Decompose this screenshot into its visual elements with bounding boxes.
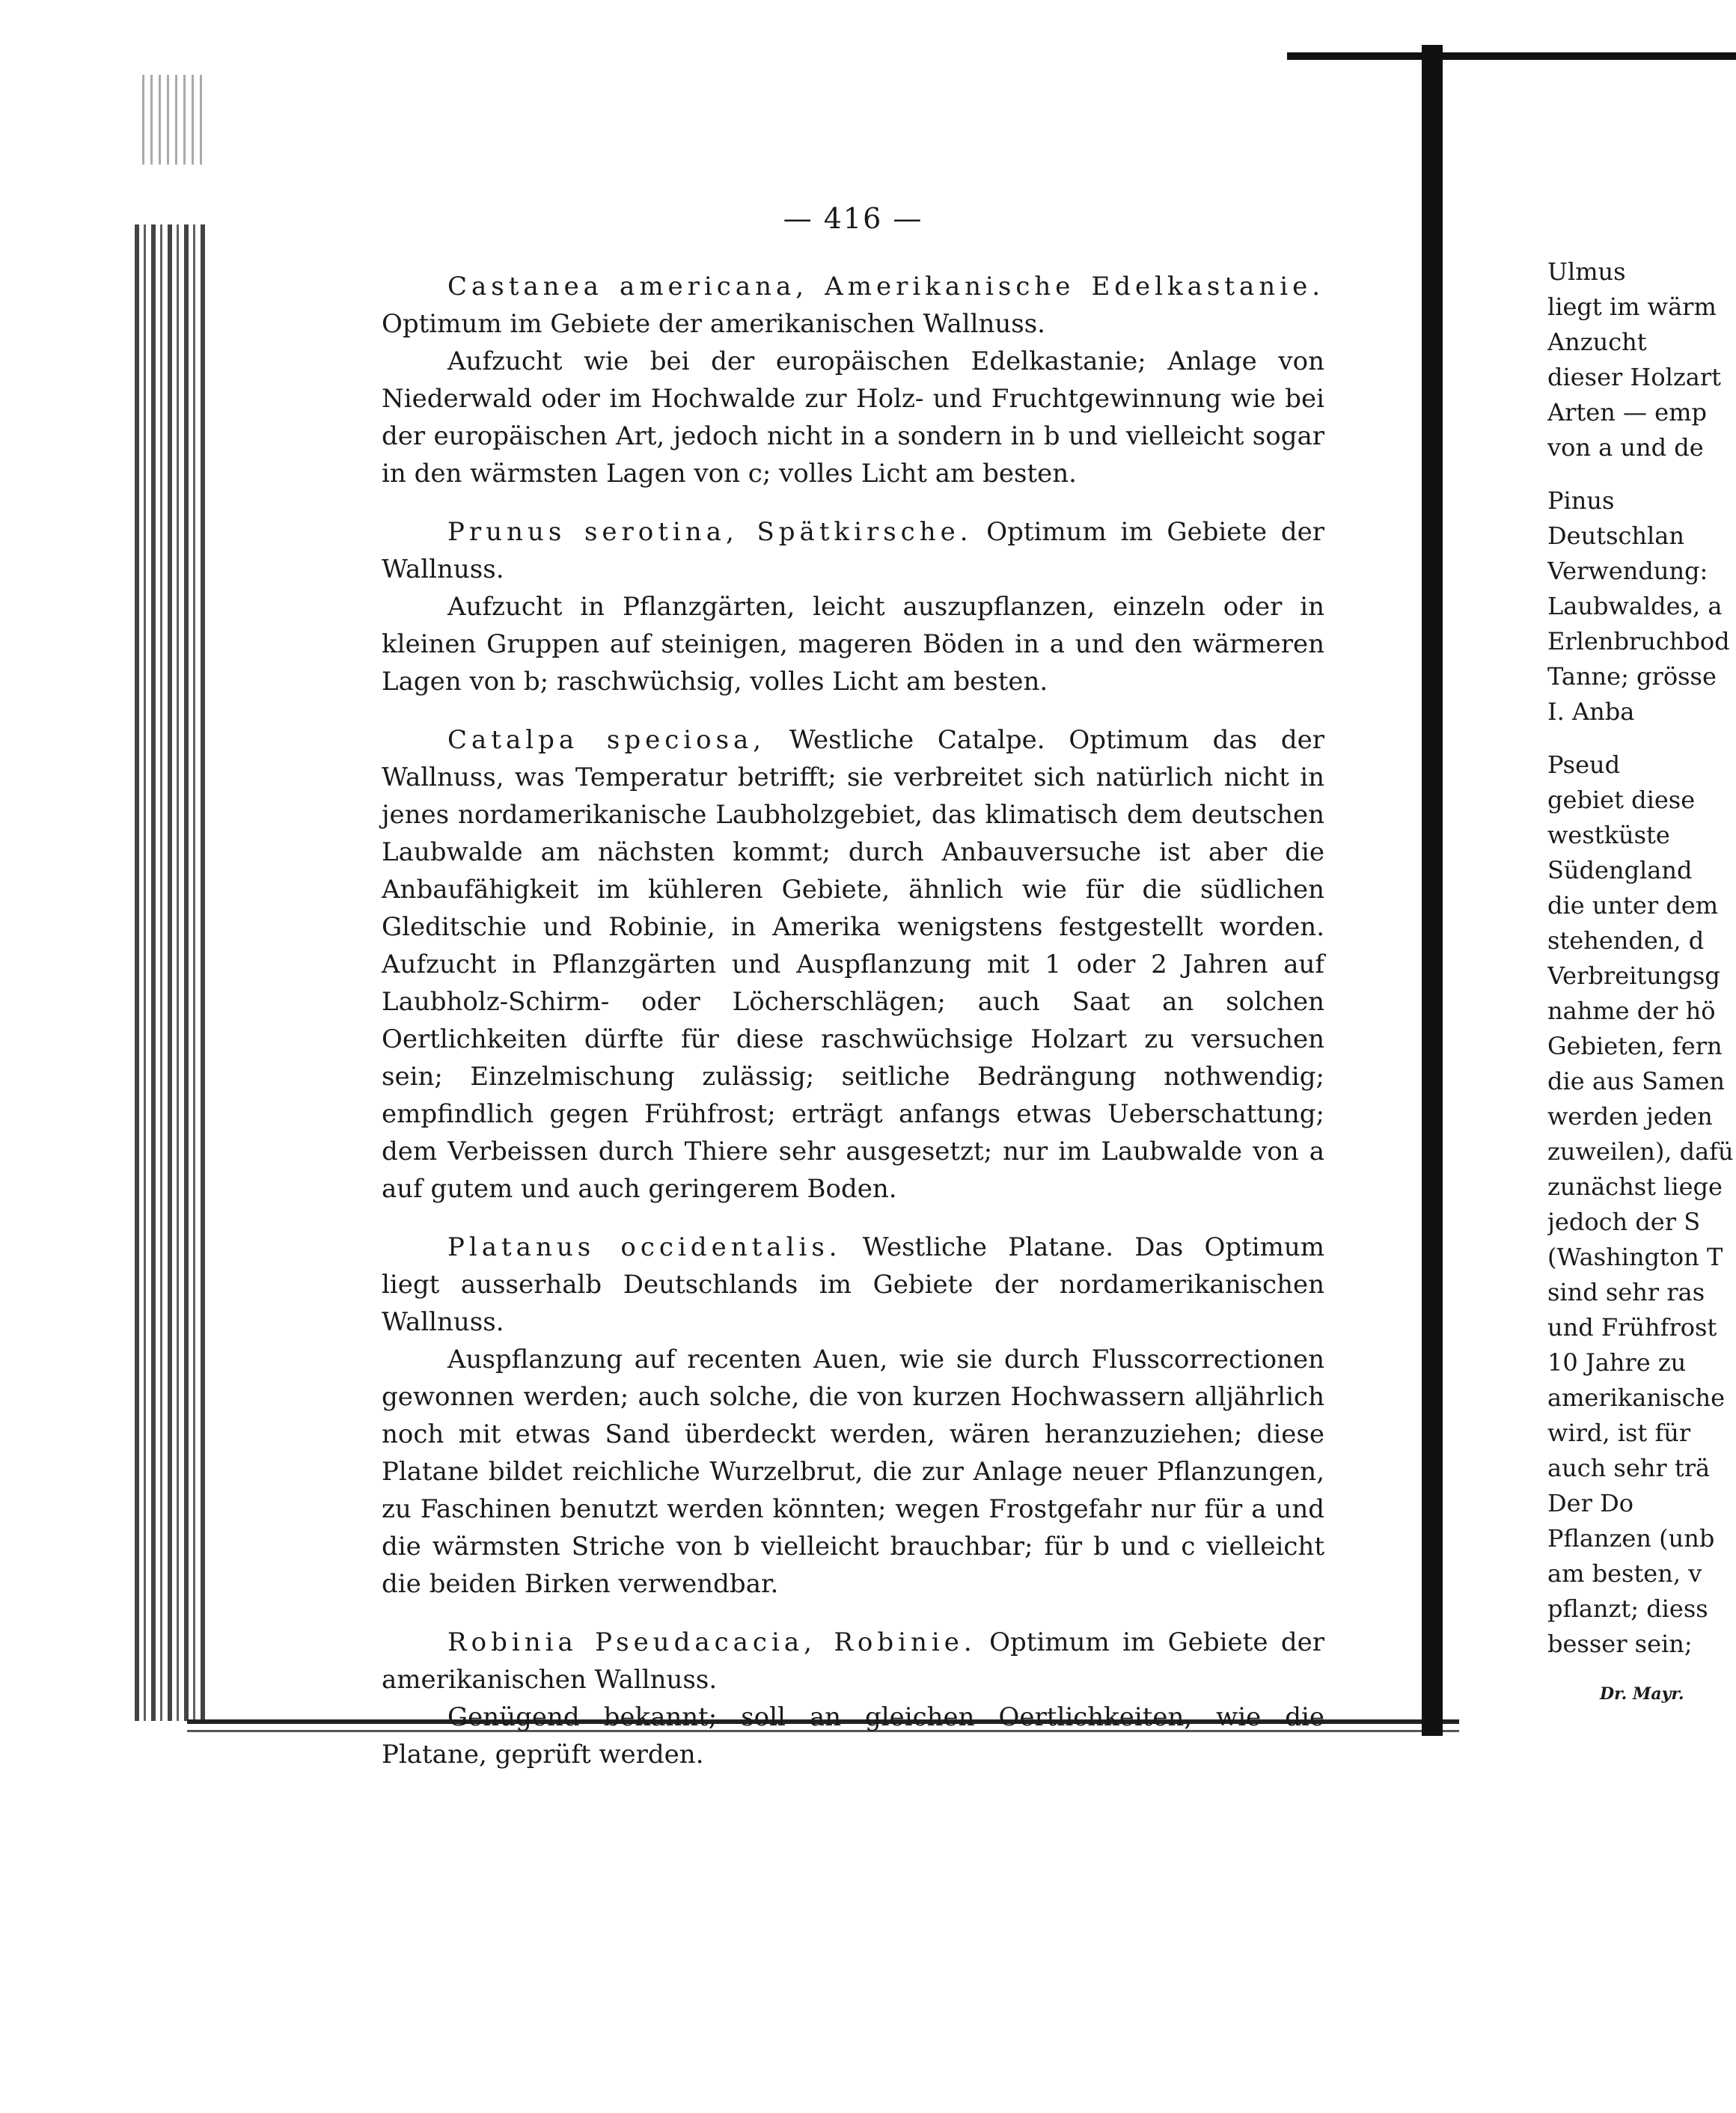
paragraph-text: Genügend bekannt; soll an gleichen Oertlichkeiten, wie die Platane, geprüft werden. — [382, 1702, 1324, 1770]
paragraph-text: Optimum im Gebiete der Wallnuss. — [382, 517, 1324, 584]
paragraph — [382, 268, 1324, 343]
right-page-line: Südengland — [1547, 856, 1693, 884]
species-heading: Castanea americana, Amerikanische Edelkastanie. — [447, 272, 1324, 302]
right-page-line: liegt im wärm — [1547, 293, 1717, 321]
right-page-line: Tanne; grösse — [1547, 662, 1717, 691]
right-page-line: Der Do — [1547, 1489, 1633, 1517]
right-page-line: und Frühfrost — [1547, 1313, 1717, 1342]
species-heading: Platanus occidentalis. — [447, 1232, 842, 1262]
book-spine — [1422, 45, 1443, 1736]
right-page-line: von a und de — [1547, 433, 1704, 462]
right-page-line: Verwendung: — [1547, 557, 1708, 585]
paragraph — [382, 1341, 1324, 1603]
paragraph — [382, 1624, 1324, 1698]
right-page-line: Laubwaldes, a — [1547, 592, 1723, 620]
species-heading: Robinia Pseudacacia, Robinie. — [447, 1627, 977, 1657]
paragraph — [382, 513, 1324, 588]
right-page-line: stehenden, d — [1547, 926, 1705, 955]
paragraph — [382, 721, 1324, 1208]
left-binding-top — [142, 75, 202, 165]
right-page-line: dieser Holzart — [1547, 363, 1721, 391]
right-page-line: am besten, v — [1547, 1559, 1702, 1588]
paragraph-text: Aufzucht wie bei der europäischen Edelkastanie; Anlage von Niederwald oder im Hochwalde zur Holz- und Fruchtgewinnung wie bei der europäischen Art, jedoch nicht in a sondern in b und vielleicht sogar in den wärmsten Lagen von c; volles Licht am besten. — [382, 346, 1324, 489]
paragraph-text: Optimum im Gebiete der amerikanischen Wallnuss. — [382, 309, 1045, 339]
right-page-line: sind sehr ras — [1547, 1278, 1705, 1306]
right-page-line: zunächst liege — [1547, 1172, 1723, 1201]
species-heading: Prunus serotina, Spätkirsche. — [447, 517, 973, 547]
right-page-line: westküste — [1547, 821, 1670, 849]
right-page-line: Pflanzen (unb — [1547, 1524, 1715, 1553]
right-page-line: besser sein; — [1547, 1630, 1693, 1658]
line-gap — [1547, 465, 1736, 483]
paragraph-text: Optimum im Gebiete der amerikanischen Wallnuss. — [382, 1627, 1324, 1695]
right-page-line: gebiet diese — [1547, 786, 1696, 814]
right-page-line: wird, ist für — [1547, 1419, 1691, 1447]
right-page-line: Ulmus — [1547, 257, 1626, 286]
left-binding-edge — [135, 224, 210, 1721]
species-heading: Catalpa speciosa, — [447, 725, 766, 755]
paragraph-text: Westliche Platane. Das Optimum liegt ausserhalb Deutschlands im Gebiete der nordamerikanischen Wallnuss. — [382, 1232, 1324, 1337]
right-page-line: Arten — emp — [1547, 398, 1707, 426]
paragraph — [382, 1229, 1324, 1341]
paragraph — [382, 1698, 1324, 1773]
right-page-line: amerikanische — [1547, 1383, 1726, 1412]
right-page-line: die aus Samen — [1547, 1067, 1725, 1095]
right-page-line: Pseud — [1547, 750, 1621, 779]
paragraph-text: Auspflanzung auf recenten Auen, wie sie durch Flusscorrectionen gewonnen werden; auch solche, die von kurzen Hochwassern alljährlich noch mit etwas Sand überdeckt werden, wären heranzuziehen; diese Platane bildet reichliche Wurzelbrut, die zur Anlage neuer Pflanzungen, zu Faschinen benutzt werden könnten; wegen Frostgefahr nur für a und die wärmsten Striche von b vielleicht brauchbar; für b und c vielleicht die beiden Birken verwendbar. — [382, 1345, 1324, 1599]
page-number: — 416 — — [783, 202, 923, 235]
right-page-line: werden jeden — [1547, 1102, 1713, 1131]
right-page-line: 10 Jahre zu — [1547, 1348, 1687, 1377]
right-page-line: (Washington T — [1547, 1243, 1723, 1271]
right-page-line: Pinus — [1547, 486, 1615, 515]
author-signature: Dr. Mayr. — [1600, 1684, 1684, 1704]
left-page — [382, 202, 1324, 1773]
right-page-line: zuweilen), dafü — [1547, 1137, 1734, 1166]
right-page-line: auch sehr trä — [1547, 1454, 1711, 1482]
line-gap — [1547, 730, 1736, 747]
paragraph — [382, 588, 1324, 700]
right-page-line: Anzucht — [1547, 328, 1647, 356]
right-page-line: Verbreitungsg — [1547, 961, 1720, 990]
paragraph — [382, 343, 1324, 492]
right-page-fragment — [1547, 254, 1736, 1712]
right-page-line: Deutschlan — [1547, 522, 1684, 550]
right-page-line: Gebieten, fern — [1547, 1032, 1723, 1060]
right-page-line: jedoch der S — [1547, 1208, 1701, 1236]
paragraph-text: Westliche Catalpe. Optimum das der Wallnuss, was Temperatur betrifft; sie verbreitet sich natürlich nicht in jenes nordamerikanische Laubholzgebiet, das klimatisch dem deutschen Laubwalde am nächsten kommt; durch Anbauversuche ist aber die Anbaufähigkeit im kühleren Gebiete, ähnlich wie für die südlichen Gleditschie und Robinie, in Amerika wenigstens festgestellt worden. Aufzucht in Pflanzgärten und Auspflanzung mit 1 oder 2 Jahren auf Laubholz-Schirm- oder Löcherschlägen; auch Saat an solchen Oertlichkeiten dürfte für diese raschwüchsige Holzart zu versuchen sein; Einzelmischung zulässig; seitliche Bedrängung nothwendig; empfindlich gegen Frühfrost; erträgt anfangs etwas Ueberschattung; dem Verbeissen durch Thiere sehr ausgesetzt; nur im Laubwalde von a auf gutem und auch geringerem Boden. — [382, 725, 1325, 1204]
book-spine-top — [1287, 52, 1736, 60]
right-page-line: I. Anba — [1547, 697, 1635, 726]
right-page-line: nahme der hö — [1547, 997, 1716, 1025]
page-body — [382, 268, 1324, 1773]
right-page-line: Erlenbruchbod — [1547, 627, 1730, 655]
right-page-line: die unter dem — [1547, 891, 1719, 920]
right-page-line: pflanzt; diess — [1547, 1594, 1708, 1623]
paragraph-text: Aufzucht in Pflanzgärten, leicht auszupflanzen, einzeln oder in kleinen Gruppen auf steinigen, mageren Böden in a und den wärmeren Lagen von b; raschwüchsig, volles Licht am besten. — [382, 592, 1324, 697]
